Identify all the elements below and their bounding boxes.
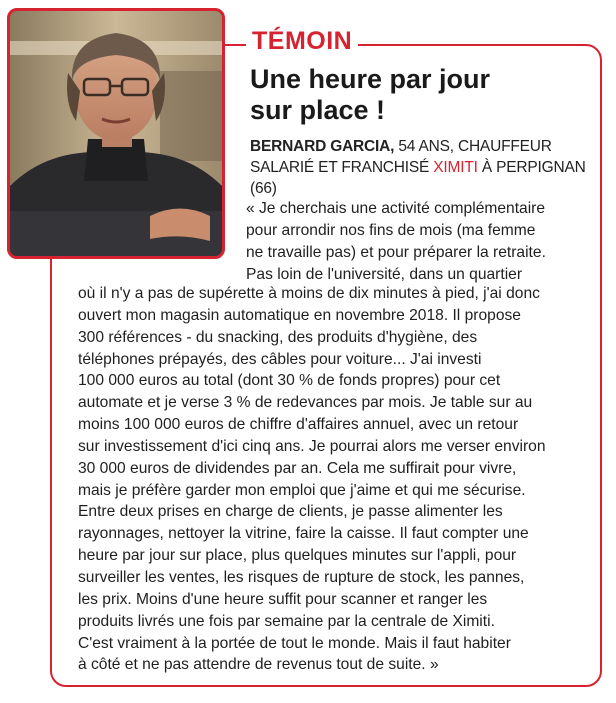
quote-line: pour arrondir nos fins de mois (ma femme — [246, 221, 536, 239]
quote-line: automate et je verse 3 % de redevances par mois. Je table sur au — [78, 394, 533, 412]
quote-line: surveiller les ventes, les risques de rupture de stock, les pannes, — [78, 568, 525, 586]
quote-line: moins 100 000 euros de chiffre d'affaires annuel, avec un retour — [78, 416, 519, 434]
quote-body — [78, 283, 598, 676]
quote-intro — [246, 198, 596, 286]
quote-line: heure par jour sur place, plus quelques minutes sur l'appli, pour — [78, 547, 517, 565]
quote-line: sur investissement d'ici cinq ans. Je pourrai alors me verser environ — [78, 437, 546, 455]
quote-line: ne travaille pas) et pour préparer la retraite. — [246, 243, 546, 261]
quote-line: mais je préfère garder mon emploi que j'aime et qui me sécurise. — [78, 481, 526, 499]
byline-line-1-rest: 54 ANS, CHAUFFEUR — [394, 138, 552, 155]
quote-line: 300 références - du snacking, des produits d'hygiène, des — [78, 328, 478, 346]
byline-line-2-start: SALARIÉ ET FRANCHISÉ — [250, 159, 434, 176]
quote-line: Entre deux prises en charge de clients, je passe alimenter les — [78, 503, 503, 521]
article-title — [250, 64, 550, 126]
quote-line: rayonnages, nettoyer la vitrine, faire la caisse. Il faut compter une — [78, 525, 529, 543]
quote-line: où il n'y a pas de supérette à moins de dix minutes à pied, j'ai donc — [78, 285, 540, 302]
witness-byline — [250, 136, 595, 199]
quote-line: ouvert mon magasin automatique en novembre 2018. Il propose — [78, 306, 521, 324]
quote-line: à côté et ne pas attendre de revenus tout de suite. » — [78, 656, 439, 674]
quote-line: C'est vraiment à la portée de tout le monde. Mais il faut habiter — [78, 634, 511, 652]
portrait-illustration — [10, 11, 222, 256]
byline-line-2-end: À PERPIGNAN (66) — [250, 159, 586, 197]
witness-name: BERNARD GARCIA, — [250, 138, 395, 155]
title-line-1: Une heure par jour — [250, 64, 491, 94]
quote-line: téléphones prépayés, des câbles pour voiture... J'ai investi — [78, 350, 482, 368]
quote-line: 100 000 euros au total (dont 30 % de fonds propres) pour cet — [78, 372, 501, 390]
quote-line: 30 000 euros de dividendes par an. Cela me suffirait pour vivre, — [78, 459, 517, 477]
quote-line: « Je cherchais une activité complémentaire — [246, 200, 546, 217]
brand-name: XIMITI — [433, 159, 478, 176]
quote-line: produits livrés une fois par semaine par la centrale de Ximiti. — [78, 612, 495, 630]
section-tag: TÉMOIN — [246, 28, 358, 54]
quote-line: Pas loin de l'université, dans un quartier — [246, 265, 523, 283]
quote-line: les prix. Moins d'une heure suffit pour scanner et ranger les — [78, 590, 488, 608]
portrait-photo — [7, 8, 225, 259]
title-line-2: sur place ! — [250, 95, 386, 125]
